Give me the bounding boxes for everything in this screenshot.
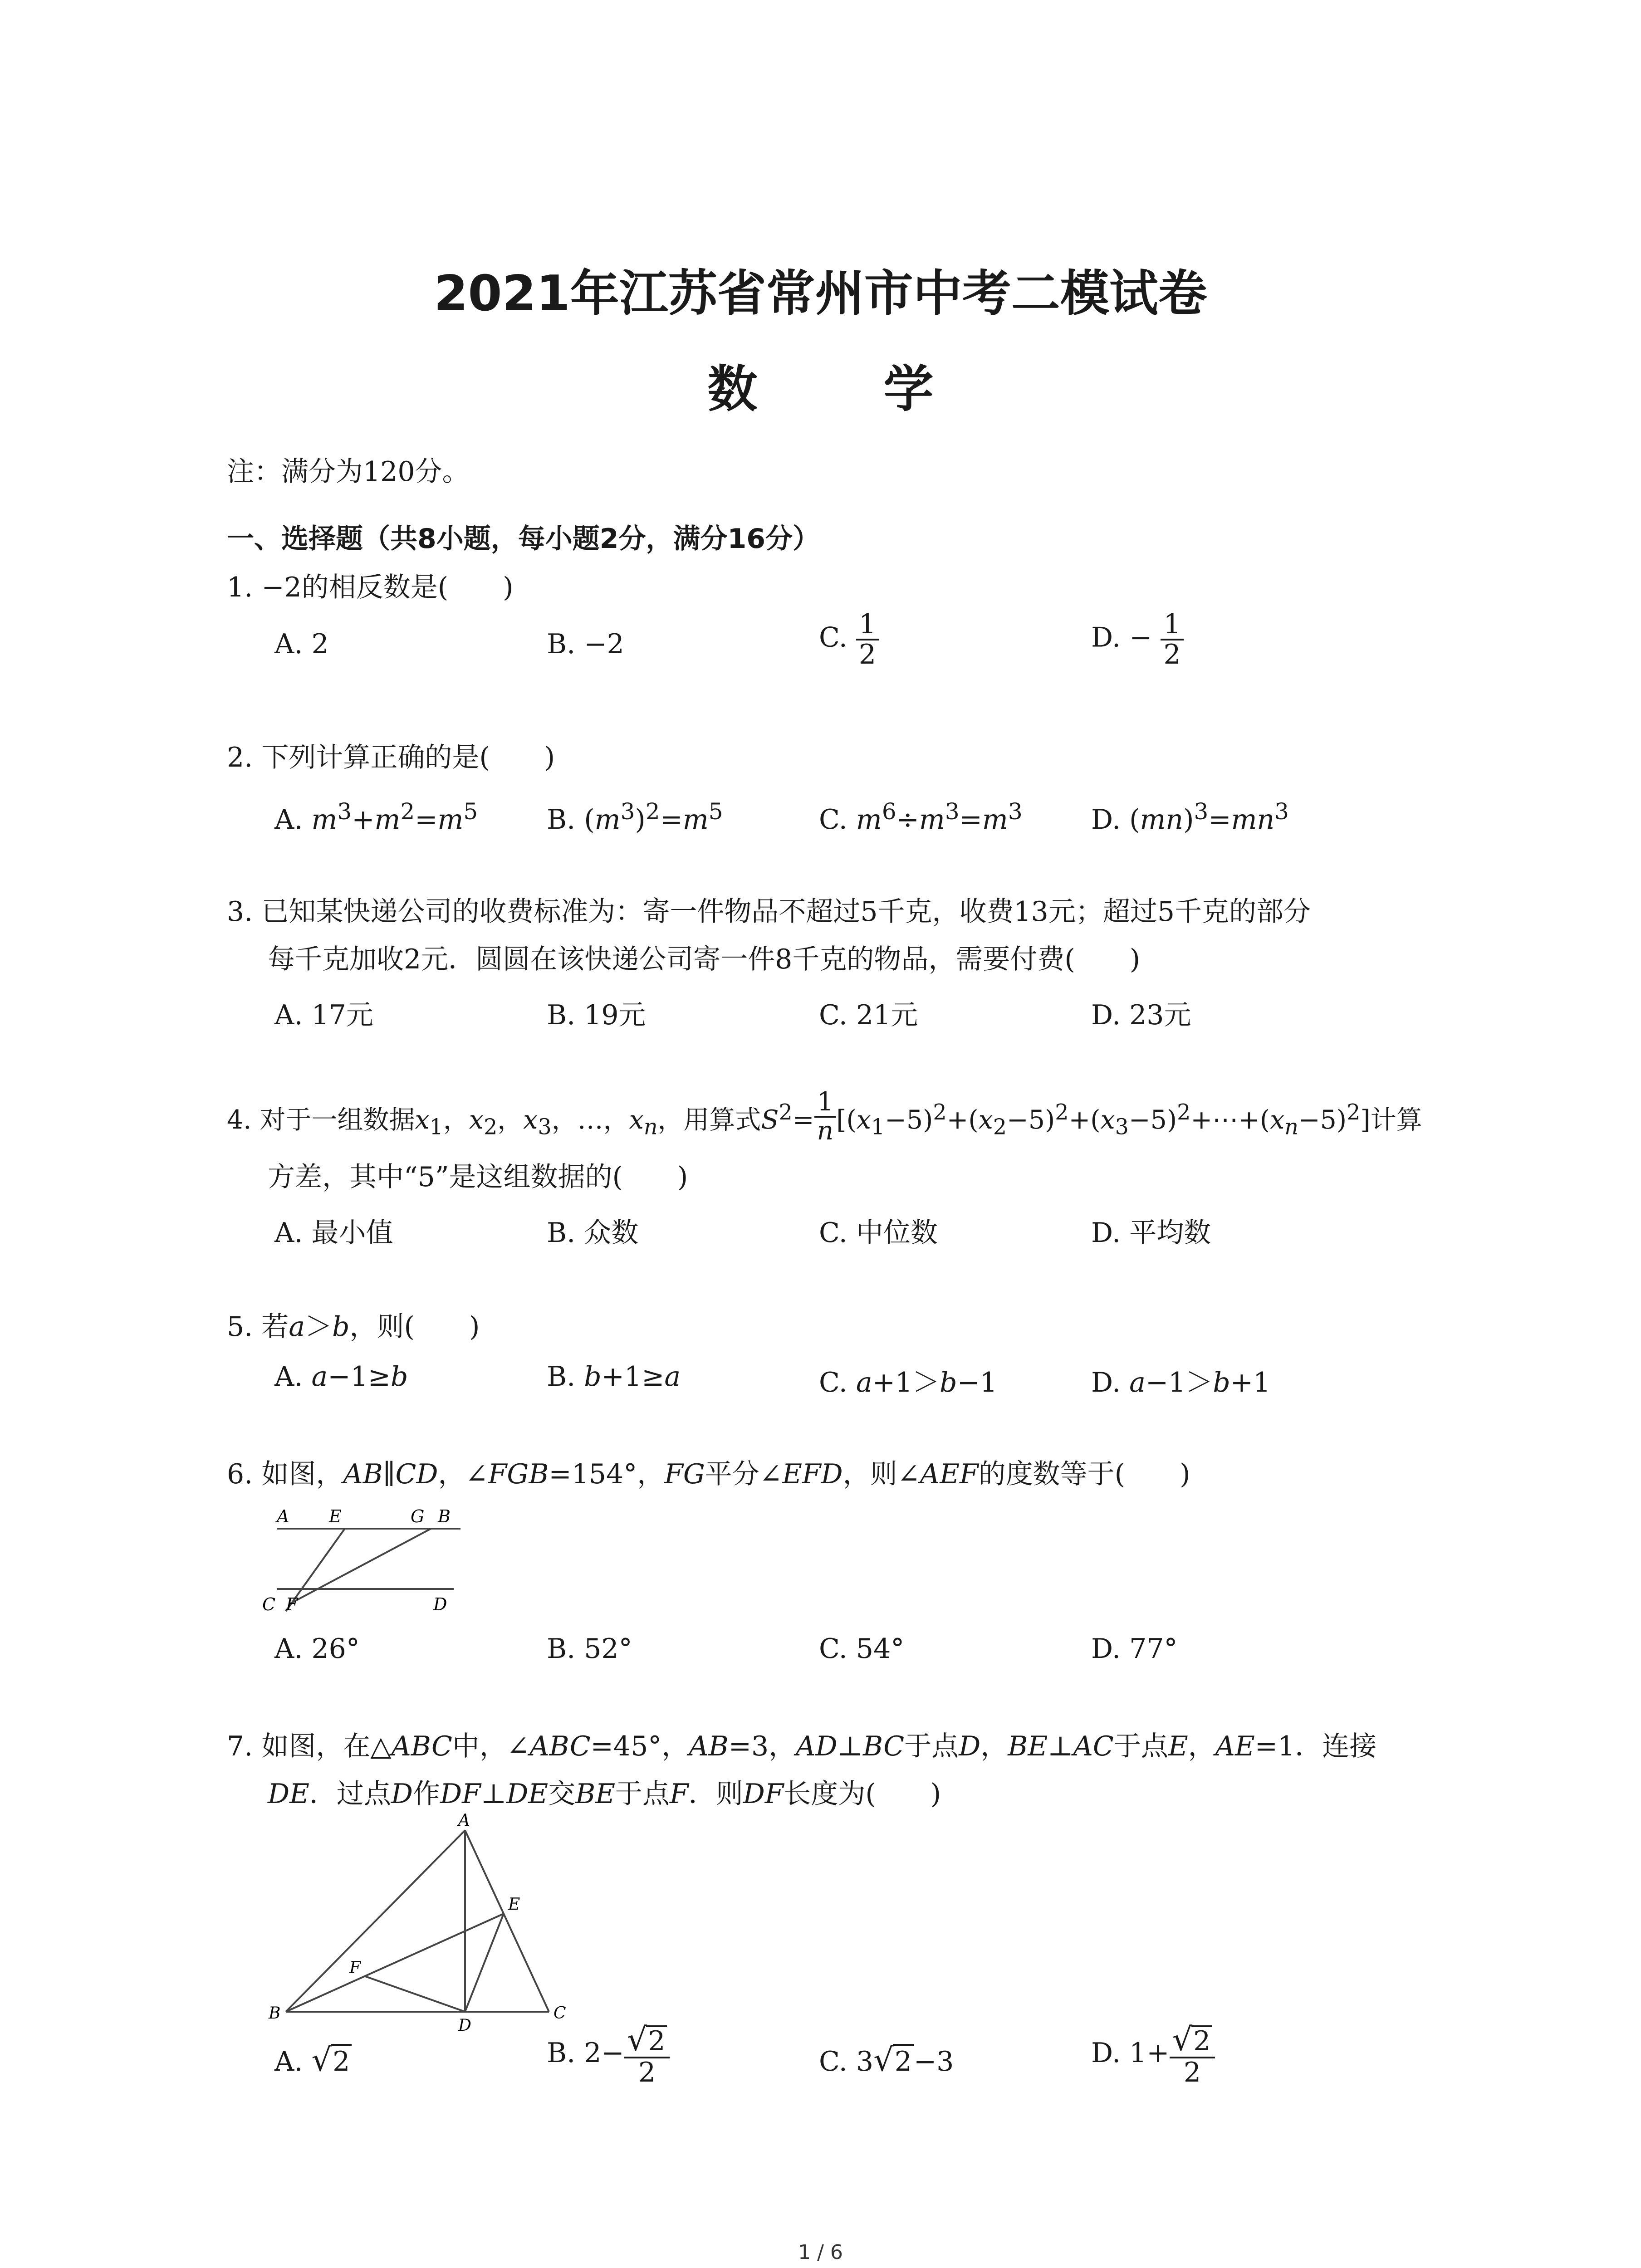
fig7-label-f: F xyxy=(349,1959,361,1977)
q4-stem-line2: 方差，其中“5”是这组数据的( ) xyxy=(268,1161,688,1193)
q3-stem-line2: 每千克加收2元．圆圆在该快递公司寄一件8千克的物品，需要付费( ) xyxy=(268,943,1141,975)
fig7-label-b: B xyxy=(269,2004,281,2023)
q7-stem-line1: 7. 如图，在△ABC中，∠ABC=45°，AB=3，AD⊥BC于点D，BE⊥AC于点E，AE=1．连接 xyxy=(227,1730,1377,1762)
q2-stem: 2. 下列计算正确的是( ) xyxy=(227,742,555,773)
q2-option-c: C. $m^6\div m^3=m^3$ xyxy=(819,798,1023,836)
q4-option-c: C. 中位数 xyxy=(819,1217,938,1249)
q4-option-d: D. 平均数 xyxy=(1091,1217,1211,1249)
q7-option-a: A. √2 xyxy=(274,2041,352,2078)
q1-option-c xyxy=(819,610,879,669)
fig6-label-c: C xyxy=(262,1594,276,1614)
q5-option-d: D. a−1＞b+1 xyxy=(1091,1367,1271,1398)
q6-option-c: C. 54° xyxy=(819,1633,905,1665)
q6-figure xyxy=(259,1501,472,1624)
q5-stem: 5. 若a＞b，则( ) xyxy=(227,1311,480,1343)
q1-c-fraction: $\frac{1}{2}$ xyxy=(856,610,879,669)
q3-stem-line1: 3. 已知某快递公司的收费标准为：寄一件物品不超过5千克，收费13元；超过5千克的部分 xyxy=(227,896,1311,928)
q2-option-d: D. $(mn)^3=mn^3$ xyxy=(1091,798,1289,836)
q4-option-b: B. 众数 xyxy=(547,1217,639,1249)
q7-figure xyxy=(259,1808,585,2034)
q2-option-b: B. $(m^3)^2=m^5$ xyxy=(547,798,723,836)
fig7-label-a: A xyxy=(458,1811,470,1830)
fig6-label-b: B xyxy=(438,1506,451,1526)
q1-option-a: A. 2 xyxy=(274,628,329,660)
exam-title: 2021年江苏省常州市中考二模试卷 xyxy=(434,265,1207,322)
q4-stem-line1: 4. 对于一组数据$x_1$，$x_2$，$x_3$，…，$x_n$，用算式$S^2=$ $\frac{1}{n}$ $[(x_1-5)^2+(x_2-5)^2+(x_3-5)^2+\cdots+(x_n-5)^2]$计算 xyxy=(227,1087,1422,1146)
q1-c-label: C. xyxy=(819,621,847,654)
fig7-label-e: E xyxy=(508,1895,520,1914)
fig7-label-d: D xyxy=(458,2016,471,2034)
q6-option-d: D. 77° xyxy=(1091,1633,1178,1665)
fig6-label-g: G xyxy=(411,1506,425,1526)
q6-option-b: B. 52° xyxy=(547,1633,632,1665)
q1-option-b: B. −2 xyxy=(547,628,624,660)
q7-stem-line2: DE．过点D作DF⊥DE交BE于点F．则DF长度为( ) xyxy=(268,1778,941,1810)
score-note: 注：满分为120分。 xyxy=(227,456,470,488)
page-number: 1 / 6 xyxy=(798,2241,843,2264)
q3-option-d: D. 23元 xyxy=(1091,999,1191,1031)
fig7-label-c: C xyxy=(554,2004,566,2023)
q4-option-a: A. 最小值 xyxy=(274,1217,393,1249)
fig6-label-f: F xyxy=(286,1594,298,1614)
q7-option-b: B. 2− $\frac{√2}{2}$ xyxy=(547,2023,670,2087)
fig6-label-a: A xyxy=(277,1506,289,1526)
q3-option-b: B. 19元 xyxy=(547,999,646,1031)
fig6-label-d: D xyxy=(433,1594,447,1614)
q7-option-c: C. 3√2−3 xyxy=(819,2041,954,2078)
section-heading: 一、选择题（共8小题，每小题2分，满分16分） xyxy=(227,523,820,555)
q1-stem: 1. −2的相反数是( ) xyxy=(227,572,514,603)
q6-option-a: A. 26° xyxy=(274,1633,360,1665)
q2-option-a: A. $m^3+m^2=m^5$ xyxy=(274,798,478,836)
subject-title: 数 学 xyxy=(707,360,988,418)
q1-option-d xyxy=(1091,610,1184,669)
q3-option-a: A. 17元 xyxy=(274,999,373,1031)
q7-option-d: D. 1+ $\frac{√2}{2}$ xyxy=(1091,2023,1215,2087)
q3-option-c: C. 21元 xyxy=(819,999,918,1031)
fig6-label-e: E xyxy=(329,1506,342,1526)
q5-option-a: A. a−1≥b xyxy=(274,1361,408,1393)
q6-stem: 6. 如图，AB∥CD，∠FGB=154°，FG平分∠EFD，则∠AEF的度数等于( ) xyxy=(227,1458,1190,1490)
q1-d-fraction: $\frac{1}{2}$ xyxy=(1161,610,1183,669)
q1-d-label: D. − xyxy=(1091,621,1152,654)
q5-option-c: C. a+1＞b−1 xyxy=(819,1367,998,1398)
q5-option-b: B. b+1≥a xyxy=(547,1361,681,1393)
